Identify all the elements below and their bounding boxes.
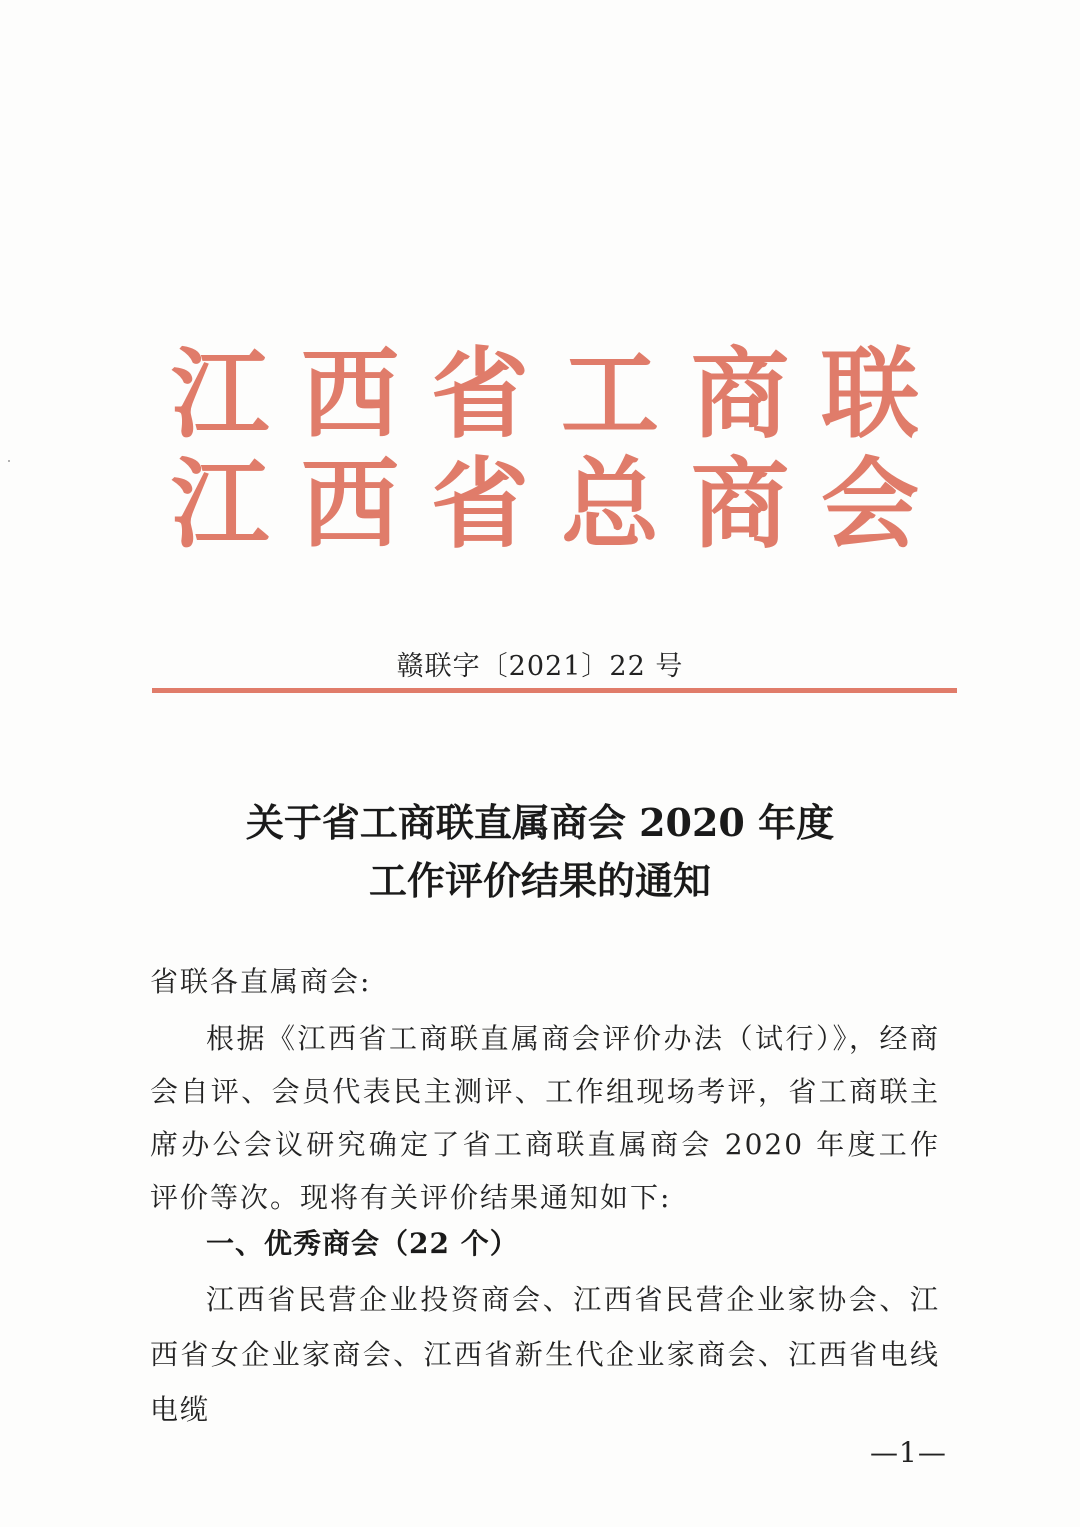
document-number: 赣联字〔2021〕22 号 [396, 651, 684, 682]
masthead-char: 西 [300, 337, 399, 452]
body-paragraph-1: 根据《江西省工商联直属商会评价办法（试行）》，经商会自评、会员代表民主测评、工作组现场考评，省工商联主席办公会议研究确定了省工商联直属商会 2020 年度工作评价等次。现将有关评价结果通知如下: [150, 1022, 940, 1214]
red-divider-line [152, 688, 957, 693]
document-title-line-2: 工作评价结果的通知 [368, 858, 711, 903]
section-heading-1: 一、优秀商会（22 个） [206, 1227, 519, 1260]
masthead-char: 省 [430, 447, 529, 562]
masthead-char: 工 [560, 337, 659, 452]
masthead-line-1 [165, 337, 925, 452]
scan-speck [8, 460, 10, 462]
document-title-line-1: 关于省工商联直属商会 2020 年度 [245, 800, 835, 845]
masthead-char: 商 [690, 447, 789, 562]
masthead-char: 总 [560, 447, 659, 562]
masthead-char: 会 [820, 447, 919, 562]
body-paragraph-2: 江西省民营企业投资商会、江西省民营企业家协会、江西省女企业家商会、江西省新生代企业家商会、江西省电线电缆 [150, 1283, 940, 1426]
masthead-char: 江 [170, 337, 269, 452]
masthead-char: 江 [170, 447, 269, 562]
masthead-char: 省 [430, 337, 529, 452]
masthead-char: 西 [300, 447, 399, 562]
salutation: 省联各直属商会: [150, 965, 372, 998]
masthead-char: 商 [690, 337, 789, 452]
masthead-char: 联 [820, 337, 919, 452]
page-number: —1— [870, 1436, 947, 1469]
masthead-line-2 [165, 447, 925, 562]
